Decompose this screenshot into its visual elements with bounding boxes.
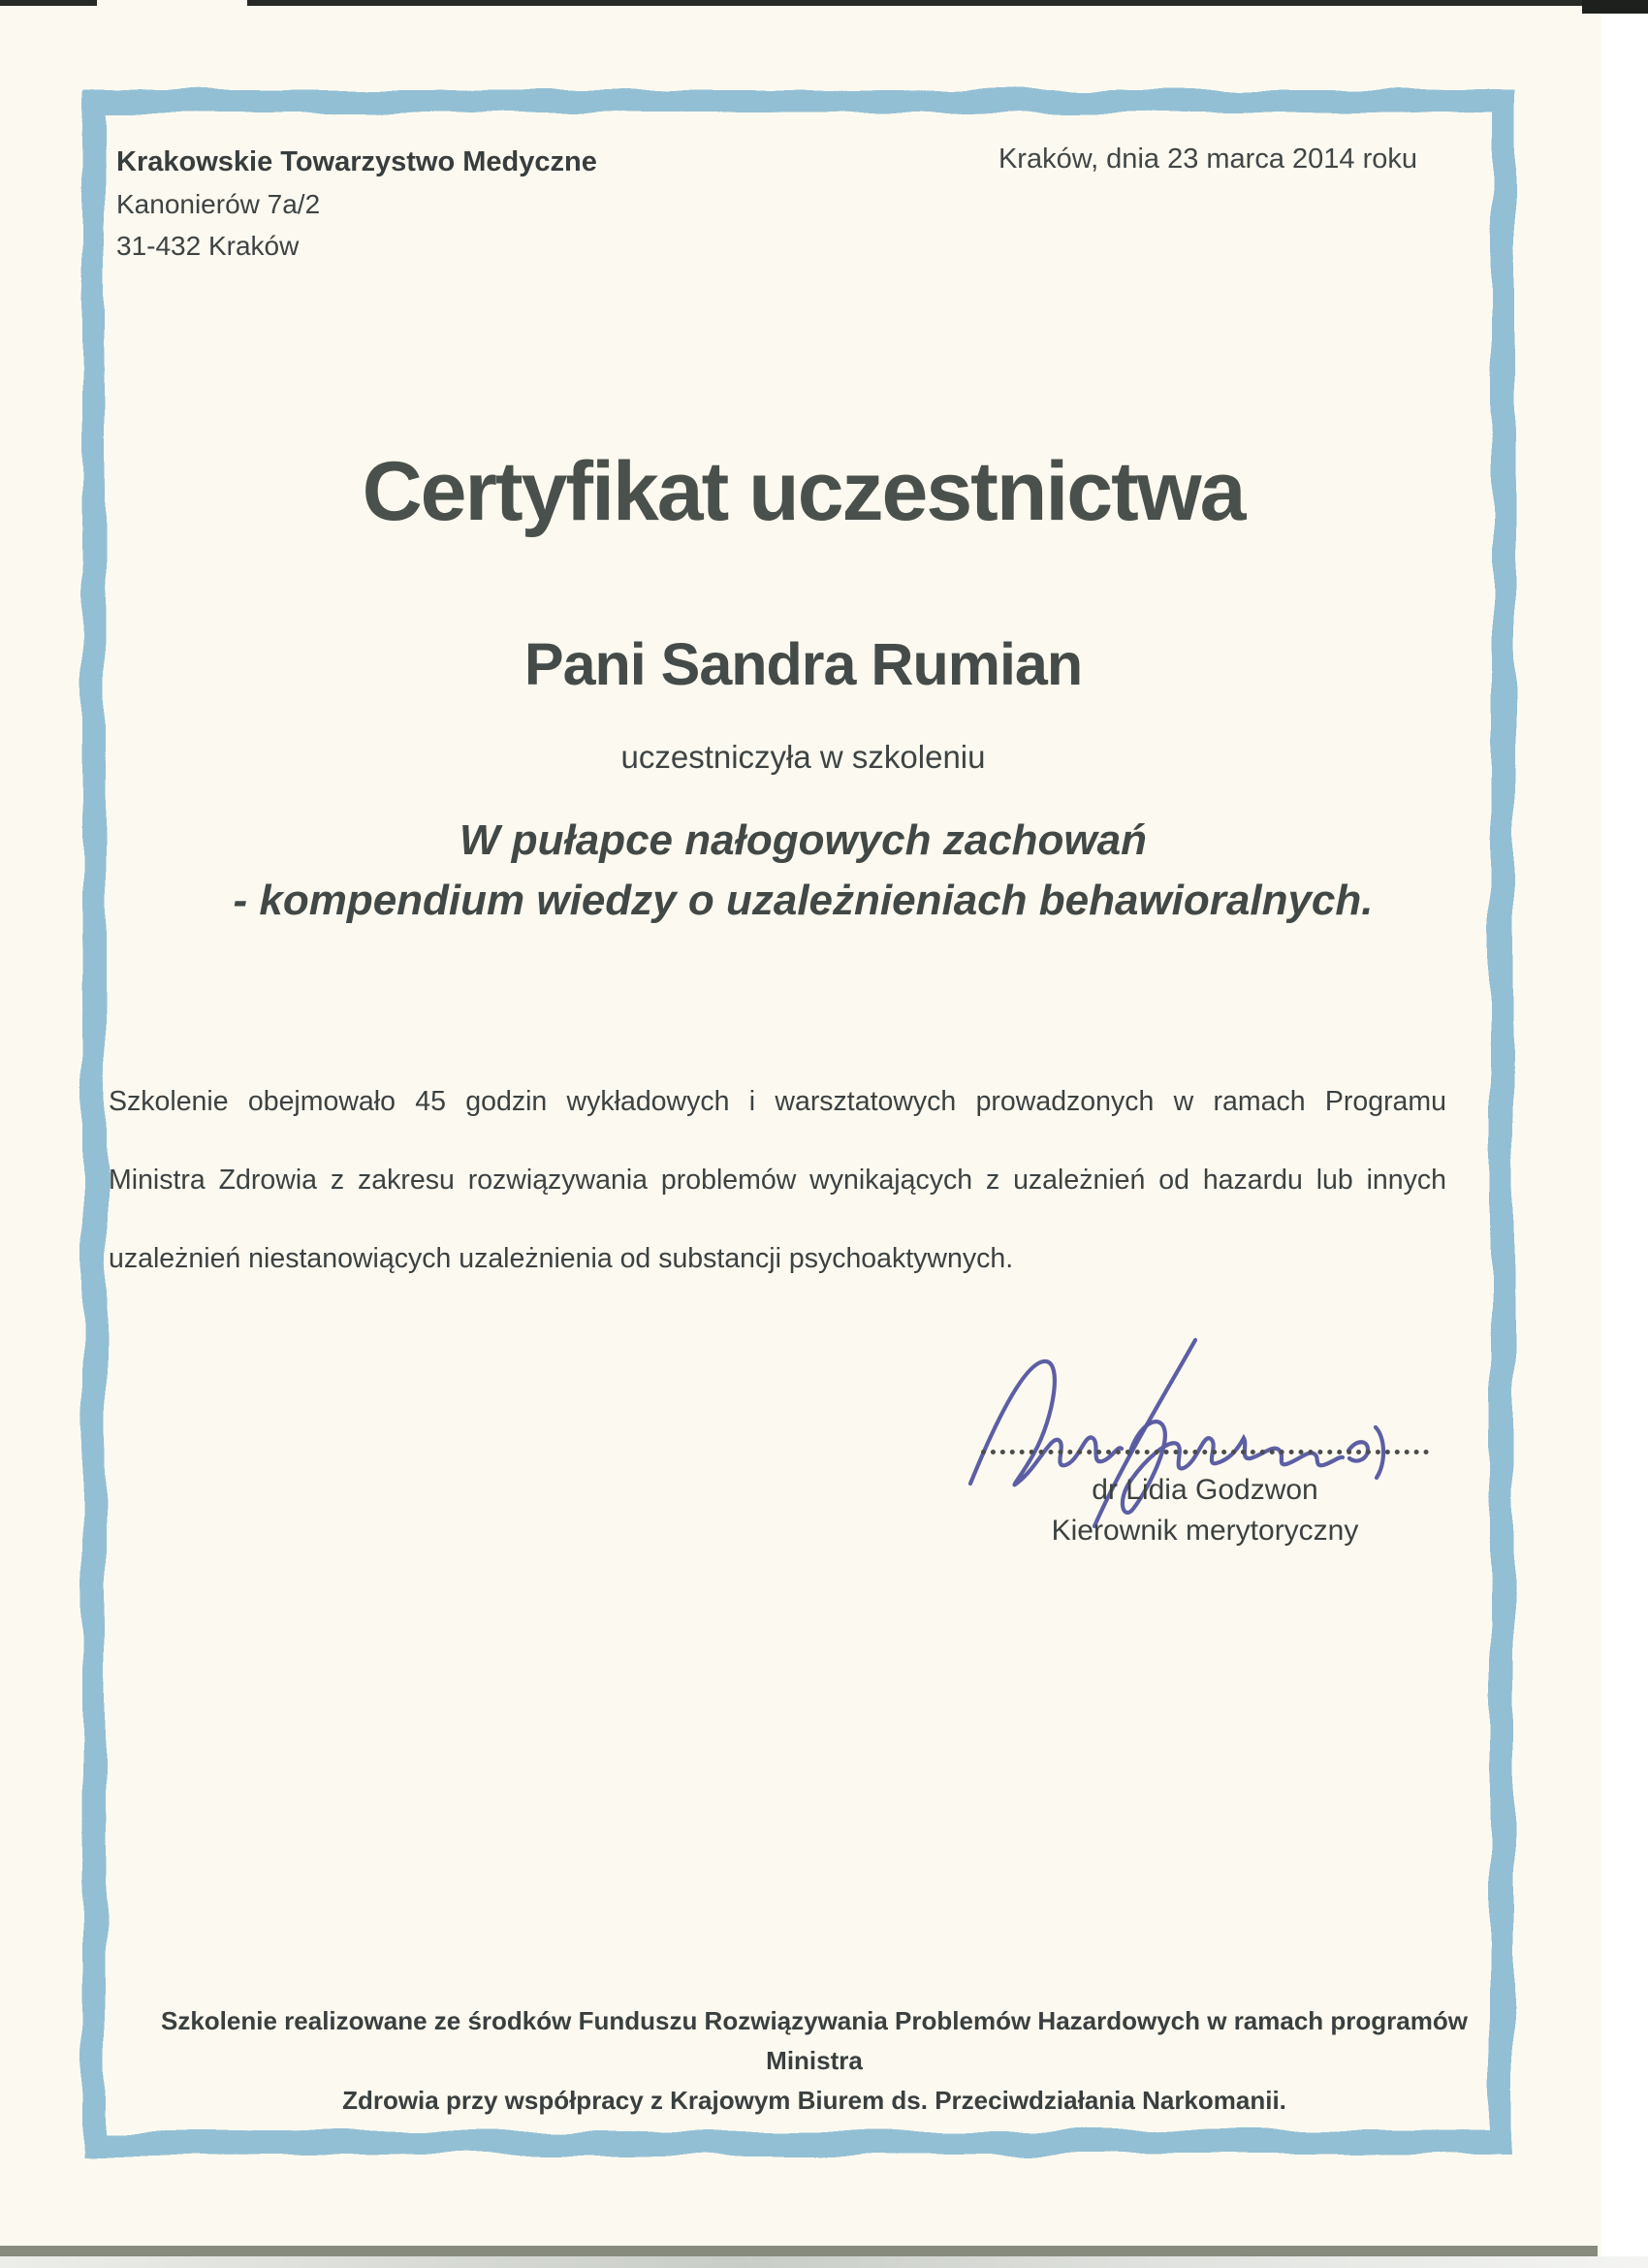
course-title [87,811,1519,931]
scan-edge-bottom-line [0,2246,1598,2256]
participation-subtitle: uczestniczyła w szkoleniu [620,739,986,775]
scan-edge-bottom-shadow [0,2256,1648,2268]
footer-note [145,2001,1483,2121]
footer-line-1: Szkolenie realizowane ze środków Funduszu Rozwiązywania Problemów Hazardowych w ramach programów Ministra [161,2006,1468,2075]
body-line-2: Ministra Zdrowia z zakresu rozwiązywania problemów wynikających z uzależnień od hazardu lub innych [109,1165,1446,1196]
footer-line-2: Zdrowia przy współpracy z Krajowym Biurem ds. Przeciwdziałania Narkomanii. [342,2086,1286,2115]
scan-edge-top-corner [1582,0,1648,14]
issuer-name: Krakowskie Towarzystwo Medyczne [116,146,597,177]
certificate-title: Certyfikat uczestnictwa [362,445,1245,538]
body-line-1: Szkolenie obejmowało 45 godzin wykładowych i warsztatowych prowadzonych w ramach Programu [109,1086,1446,1117]
scanner-background-strip [1601,0,1648,2268]
body-line-3: uzależnień niestanowiących uzależnienia od substancji psychoaktywnych. [109,1243,1014,1274]
signature-dotted-line [981,1439,1429,1454]
issuer-block [116,142,597,267]
scan-edge-top-left [0,0,97,6]
issuer-address-city: 31-432 Kraków [116,231,300,261]
body-paragraph [109,1063,1446,1298]
issuer-address-street: Kanonierów 7a/2 [116,189,321,219]
signatory-role: Kierownik merytoryczny [1051,1515,1359,1547]
course-title-line-1: W pułapce nałogowych zachowań [460,816,1147,864]
signatory-name: dr Lidia Godzwon [1092,1474,1318,1506]
place-date-line: Kraków, dnia 23 marca 2014 roku [998,144,1417,175]
recipient-name: Pani Sandra Rumian [523,631,1083,697]
course-title-line-2: - kompendium wiedzy o uzależnieniach behawioralnych. [233,877,1374,924]
scan-edge-top-right [247,0,1590,6]
